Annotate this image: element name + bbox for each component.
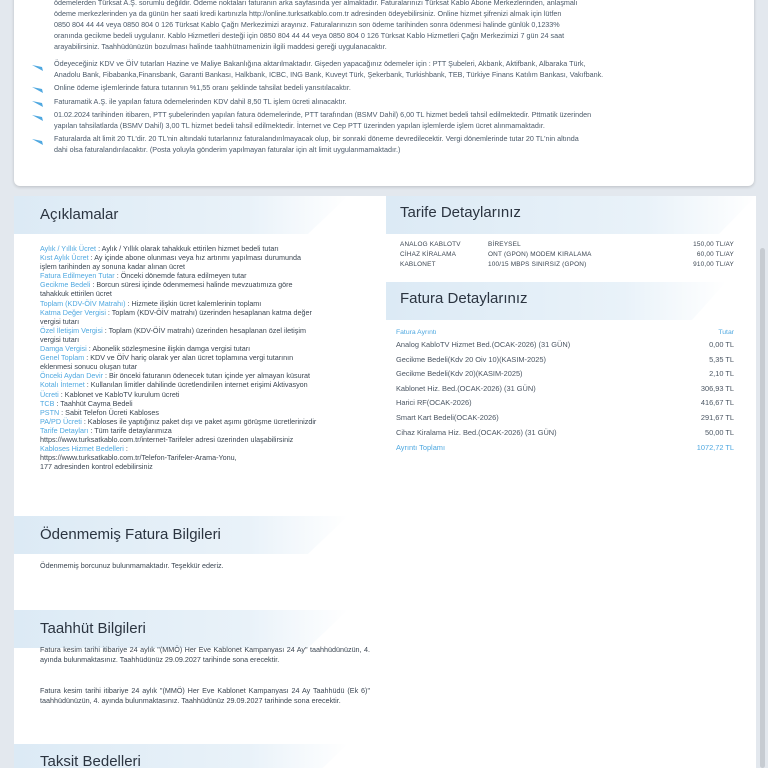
glossary-definition: : [125, 444, 128, 454]
glossary-definition: : Toplam (KDV-ÖİV matrahı) üzerinden hesaplanan özel iletişim [104, 325, 306, 335]
glossary-definition: https://www.turksatkablo.com.tr/Telefon-Tarifeler-Arama-Yonu, [40, 453, 237, 463]
glossary-term: Genel Toplam [40, 353, 85, 363]
notice-line: 01.02.2024 tarihinden itibaren, PTT şubelerinden yapılan fatura ödemelerinde, PTT tarafından (BSMV Dahil) 6,00 TL hizmet bedeli tahsil edilmektedir. Pttmatik üzerinden [54, 110, 592, 119]
glossary-line [40, 444, 380, 453]
commitment-text: Fatura kesim tarihi itibariye 24 aylık "(MMÖ) Her Eve Kablonet Kampanyası 24 Ay Taahhüdü (Ek 6)" taahhüdünüzün, 4. ayında bulunmaktasınız. Taahhüdünüz 29.09.2027 tarihinde sona erecektir. [40, 686, 370, 705]
glossary-definition: : Borcun süresi içinde ödenmemesi halinde mevzuatımıza göre [92, 280, 293, 290]
glossary-term: PSTN [40, 407, 60, 417]
notice-line: yapılan tahsilatlarda (BSMV Dahil) 3,00 TL hizmet bedeli tahsil edilmektedir. İnternet ve Cep PTT üzerinden yapılan işlemlerde işlem ücret alınmamaktadır. [54, 121, 545, 130]
notice-line: dahi olsa faturalandırılacaktır. (Posta yoluyla gönderim yapılmayan faturalar için alt limit uygulanmamaktadır.) [54, 145, 401, 154]
notice-line: Faturalarda alt limit 20 TL'dir. 20 TL'nin altındaki tutarlarınız faturalandırılmayacak olup, bir sonraki döneme devredilecektir. Vergi dönemlerinde tutar 20 TL'nin altında [54, 134, 579, 143]
notice-card [14, 0, 754, 186]
glossary-line [40, 426, 380, 435]
invoice-item-amount: 2,10 TL [709, 369, 734, 379]
glossary-definition: : Sabit Telefon Ücreti Kabloses [61, 407, 159, 417]
tariff-price: 910,00 TL/AY [693, 261, 734, 268]
glossary-definition: : Hizmete ilişkin ücret kalemlerinin toplamı [127, 298, 262, 308]
commitment-text: Fatura kesim tarihi itibariye 24 aylık "(MMÖ) Her Eve Kablonet Kampanyası 24 Ay" taahhüdünüzün, 4. ayında bulunmaktasınız. Taahhüdünüz 29.09.2027 tarihinde sona erecektir. [40, 645, 370, 664]
aciklamalar-title: Açıklamalar [40, 206, 119, 223]
bullet-arrow-icon [32, 100, 44, 108]
invoice-item-label: Cihaz Kiralama Hiz. Bed.(OCAK-2026) (31 GÜN) [396, 427, 557, 437]
glossary-definition: : KDV ve ÖİV hariç olarak yer alan ücret toplamına vergi tutarının [86, 353, 294, 363]
notice-line: Ödeyeceğiniz KDV ve ÖİV tutarları Hazine ve Maliye Bakanlığına aktarılmaktadır. Gişeden yapacağınız ödemeler için : PTT Şubeleri, Akbank, Aktifbank, Albaraka Türk, [54, 59, 586, 68]
glossary-line [40, 362, 380, 371]
bullet-arrow-icon [32, 64, 44, 72]
invoice-item-label: Smart Kart Bedeli(OCAK-2026) [396, 413, 499, 422]
glossary-definition: : Aylık / Yıllık olarak tahakkuk ettirilen hizmet bedeli tutarı [98, 244, 279, 253]
invoice-item-amount: 306,93 TL [700, 383, 734, 393]
glossary-list [40, 244, 380, 471]
glossary-line [40, 308, 380, 317]
right-column [386, 196, 756, 768]
notice-line: ödemelerden Türksat A.Ş. sorumlu değildir. Ödeme noktaları faturanın arka sayfasında yer almaktadır. Faturalarınızı Türksat Kablo Abone Merkezlerinden, anlaşmalı [54, 0, 578, 7]
glossary-term: Katma Değer Vergisi [40, 307, 106, 317]
invoice-col-right: Tutar [718, 329, 734, 336]
glossary-line [40, 399, 380, 408]
invoice-item-amount: 50,00 TL [704, 427, 734, 437]
glossary-definition: vergisi tutarı [40, 316, 80, 326]
tariff-name: CİHAZ KİRALAMA [400, 251, 457, 258]
glossary-line [40, 344, 380, 353]
invoice-item-label: Kablonet Hiz. Bed.(OCAK-2026) (31 GÜN) [396, 383, 536, 393]
notice-line: Faturamatik A.Ş. ile yapılan fatura ödemelerinden KDV dahil 8,50 TL işlem ücreti alınacaktır. [54, 97, 347, 106]
invoice-item-amount: 5,35 TL [709, 354, 734, 364]
invoice-item-label: Gecikme Bedeli(Kdv 20 Oiv 10)(KASIM-2025) [396, 354, 546, 364]
glossary-definition: : Ay içinde abone olunması veya hız artırımı yapılması durumunda [90, 253, 302, 263]
glossary-term: Kotalı İnternet [40, 380, 85, 390]
taksit-title: Taksit Bedelleri [40, 753, 141, 768]
tariff-desc: BİREYSEL [488, 241, 521, 248]
glossary-term: Fatura Edilmeyen Tutar [40, 271, 115, 281]
glossary-definition: : Bir önceki faturanın ödenecek tutarı içinde yer almayan küsurat [105, 371, 310, 381]
taahhut-title: Taahhüt Bilgileri [40, 620, 146, 637]
glossary-term: Kabloses Hizmet Bedelleri [40, 444, 124, 454]
glossary-term: Özel İletişim Vergisi [40, 325, 103, 335]
glossary-line [40, 353, 380, 362]
glossary-term: Kıst Aylık Ücret [40, 253, 89, 263]
glossary-term: PA/PD Ücreti [40, 416, 82, 426]
glossary-definition: işlem tarihinden ay sonuna kadar alınan ücret [40, 262, 186, 272]
glossary-line [40, 380, 380, 389]
glossary-definition: 177 adresinden kontrol edebilirsiniz [40, 462, 153, 472]
glossary-definition: : Taahhüt Cayma Bedeli [56, 398, 133, 408]
bullet-arrow-icon [32, 138, 44, 146]
glossary-line [40, 262, 380, 271]
scrollbar[interactable] [758, 200, 766, 768]
glossary-line [40, 417, 380, 426]
glossary-line [40, 289, 380, 298]
glossary-line [40, 335, 380, 344]
notice-line: oranında gecikme bedeli uygulanır. Kablo Hizmetleri desteği için 0850 804 44 44 veya 0850 804 0 126 Türksat Kablo Hizmetleri Çağrı Merkezimizi 7 gün 24 saat [54, 31, 565, 40]
glossary-line [40, 453, 380, 462]
invoice-item-amount: 0,00 TL [709, 340, 734, 349]
glossary-term: TCB [40, 398, 55, 408]
odenmemis-title: Ödenmemiş Fatura Bilgileri [40, 526, 221, 543]
invoice-total-label: Ayrıntı Toplamı [396, 443, 446, 452]
tariff-name: KABLONET [400, 261, 436, 268]
glossary-definition: vergisi tutarı [40, 334, 80, 344]
glossary-line [40, 462, 380, 471]
notice-line: Anadolu Bank, Fibabanka,Finansbank, Garanti Bankası, Halkbank, ICBC, ING Bank, Kuveyt Türk, Şekerbank, Turkishbank, TEB, Türkiye Finans Katılım Bankası, Vakıfbank. [54, 70, 604, 79]
notice-line: 0850 804 44 44 veya 0850 804 0 126 Türksat Kablo Çağrı Merkezimizi arayınız. Faturalarınızın son ödeme tarihinden sonra ödenmesi halinde günlük 0,1233% [54, 20, 560, 29]
invoice-item-label: Gecikme Bedeli(Kdv 20)(KASIM-2025) [396, 369, 523, 379]
glossary-definition: : Kabloses ile yaptığınız paket dışı ve paket aşımı görüşme ücretlerinizdir [83, 416, 317, 426]
glossary-term: Toplam (KDV-ÖİV Matrahı) [40, 298, 126, 308]
notice-line: Online ödeme işlemlerinde fatura tutarının %1,55 oranı şeklinde tahsilat bedeli yansıtılacaktır. [54, 83, 351, 92]
invoice-col-left: Fatura Ayrıntı [396, 329, 437, 336]
glossary-definition: https://www.turksatkablo.com.tr/internet-Tarifeler adresi üzerinden ulaşabilirsiniz [40, 434, 294, 444]
invoice-item-label: Analog KabloTV Hizmet Bed.(OCAK-2026) (31 GÜN) [396, 340, 571, 349]
glossary-line [40, 390, 380, 399]
glossary-line [40, 371, 380, 380]
glossary-line [40, 435, 380, 444]
glossary-term: Tarife Detayları [40, 425, 89, 435]
glossary-definition: tahakkuk ettirilen ücret [40, 289, 112, 299]
unpaid-text: Ödenmemiş borcunuz bulunmamaktadır. Teşekkür ederiz. [40, 561, 224, 570]
glossary-definition: : Kablonet ve KabloTV kurulum ücreti [60, 389, 180, 399]
glossary-definition: : Toplam (KDV-ÖİV matrahı) üzerinden hesaplanan katma değer [107, 307, 312, 317]
glossary-line [40, 280, 380, 289]
tariff-desc: ONT (GPON) MODEM KIRALAMA [488, 251, 592, 258]
fatura-title: Fatura Detaylarınız [400, 290, 528, 307]
glossary-line [40, 244, 380, 253]
glossary-line [40, 317, 380, 326]
glossary-definition: : Önceki dönemde fatura edilmeyen tutar [116, 271, 247, 281]
glossary-line [40, 253, 380, 262]
glossary-line [40, 326, 380, 335]
bullet-arrow-icon [32, 114, 44, 122]
notice-line: arayabilirsiniz. Taahhüdünüzün bozulması halinde taahhütnamenizin ilgili maddesi gereği uygulanacaktır. [54, 42, 387, 51]
glossary-line [40, 299, 380, 308]
glossary-definition: eklenmesi sonucu oluşan tutar [40, 362, 138, 372]
glossary-term: Ücreti [40, 389, 59, 399]
invoice-total-amount: 1072,72 TL [696, 443, 734, 452]
bullet-arrow-icon [32, 86, 44, 94]
glossary-definition: : Kullanılan limitler dahilinde ücretlendirilen internet erişimi Aktivasyon [86, 380, 308, 390]
tarife-title: Tarife Detaylarınız [400, 204, 521, 221]
glossary-term: Damga Vergisi [40, 344, 87, 354]
invoice-item-amount: 291,67 TL [700, 413, 734, 422]
glossary-definition: : Abonelik sözleşmesine ilişkin damga vergisi tutarı [88, 344, 251, 354]
scrollbar-thumb[interactable] [760, 248, 765, 768]
glossary-term: Gecikme Bedeli [40, 280, 91, 290]
invoice-item-amount: 416,67 TL [700, 398, 734, 408]
glossary-line [40, 271, 380, 280]
tariff-price: 150,00 TL/AY [693, 241, 734, 248]
tariff-price: 60,00 TL/AY [696, 251, 734, 258]
tariff-desc: 100/15 MBPS SINIRSIZ (GPON) [488, 261, 587, 268]
glossary-term: Önceki Aydan Devir [40, 371, 103, 381]
tariff-name: ANALOG KABLOTV [400, 241, 461, 248]
glossary-line [40, 408, 380, 417]
glossary-definition: : Tüm tarife detaylarımıza [90, 425, 172, 435]
notice-line: ödeme merkezlerinden ya da günün her saati kredi kartınızla http://online.turksatkablo.com.tr adresinden ödeyebilirsiniz. Online hizmet şifrenizi almak için lütfen [54, 9, 562, 18]
invoice-item-label: Harici RF(OCAK-2026) [396, 398, 472, 408]
glossary-term: Aylık / Yıllık Ücret [40, 244, 97, 253]
